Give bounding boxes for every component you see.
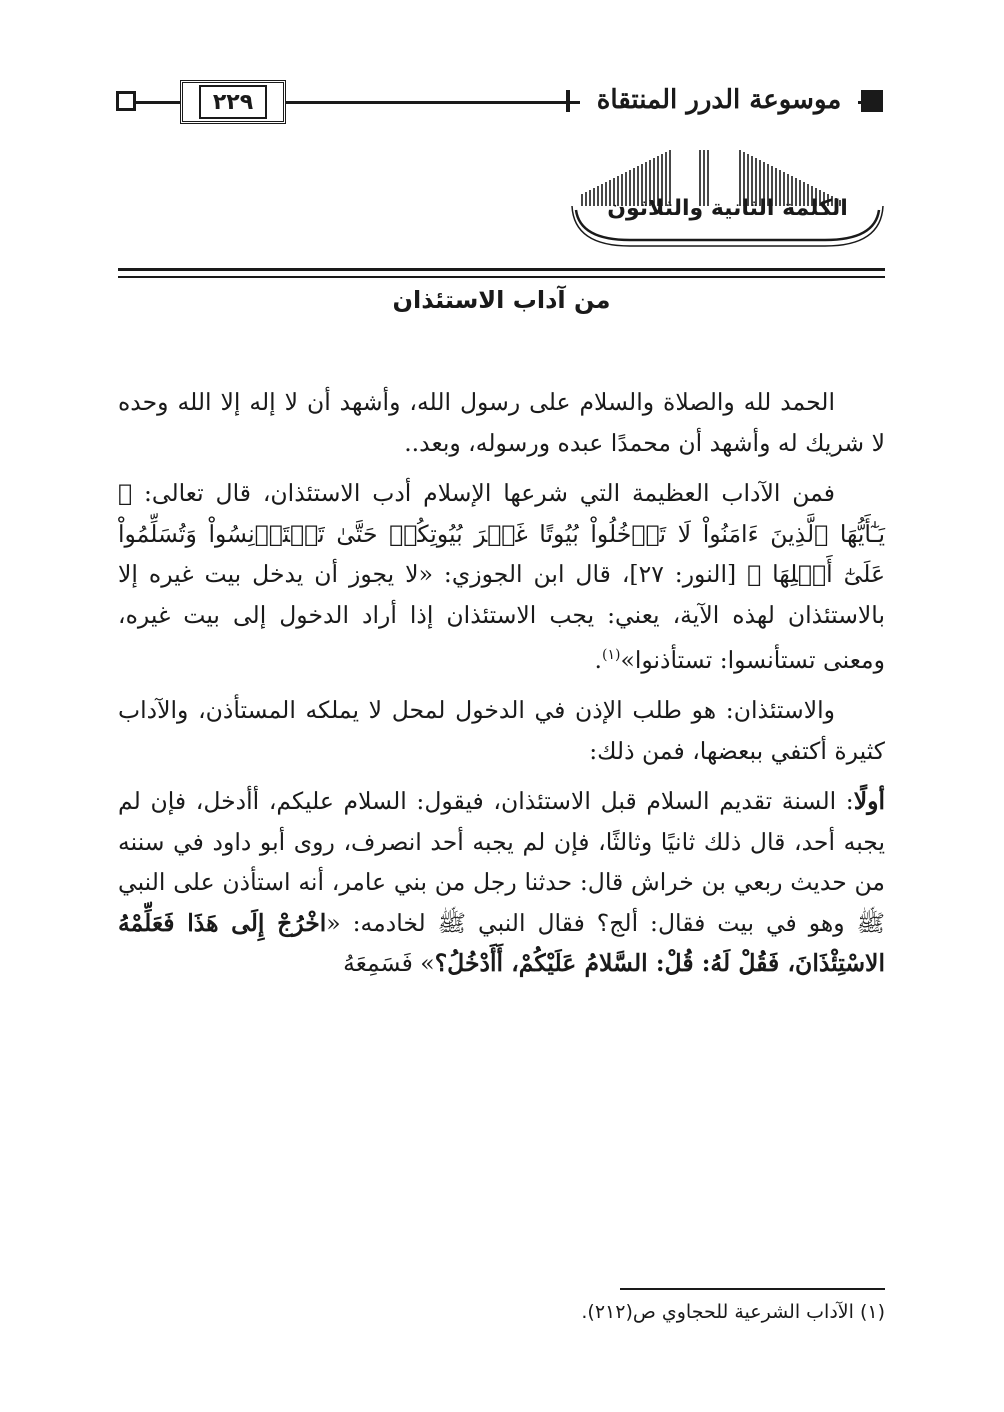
paragraph [118,781,885,984]
footnote-separator [620,1288,885,1290]
paragraph-text: : السنة تقديم السلام قبل الاستئذان، فيقول: السلام عليكم، أأدخل، فإن لم يجبه أحد، قال ذلك ثانيًا وثالثًا، فإن لم يجبه أحد انصرف، روى أبو داود في سننه من حديث ربعي بن خراش قال: حدثنا رجل من بني عامر، أنه استأذن على النبي ﷺ وهو في بيت فقال: ألج؟ فقال النبي ﷺ لخادمه: « [118,787,885,937]
paragraph-text: » فَسَمِعَهُ [343,949,435,978]
header-tick-ornament [566,90,570,112]
header-square-ornament-left [116,91,136,111]
header-double-rule [118,268,885,271]
footnote-reference[interactable]: (١) [601,647,621,663]
chapter-title: الكلمة الثانية والثلاثون [607,196,848,221]
hadith-quote: اخْرُجْ إِلَى هَذَا فَعَلِّمْهُ الاسْتِئْذَانَ، فَقُلْ لَهُ: قُلْ: السَّلامُ عَلَيْكُمْ، أَأَدْخُلُ؟ [118,908,885,978]
paragraph-label: أولًا [853,787,885,816]
paragraph-text: فمن الآداب العظيمة التي شرعها الإسلام أدب الاستئذان، قال تعالى: ﴿ يَـٰٓأَيُّهَا ٱلَّذِينَ ءَامَنُواْ لَا تَدۡخُلُواْ بُيُوتًا غَيۡرَ بُيُوتِكُمۡ حَتَّىٰ تَسۡتَأۡنِسُواْ وَتُسَلِّمُواْ عَلَىٰٓ أَهۡلِهَا ﴾ [النور: ٢٧]، قال ابن الجوزي: «لا يجوز أن يدخل بيت غيره إلا بالاستئذان لهذه الآية، يعني: يجب الاستئذان إذا أراد الدخول إلى بيت غيره، ومعنى تستأنسوا: تستأذنوا» [118,479,885,674]
paragraph [118,382,885,463]
paragraph-text: . [594,645,602,674]
footnote: (١) الآداب الشرعية للحجاوي ص(٢١٢). [581,1301,885,1323]
paragraph-text: والاستئذان: هو طلب الإذن في الدخول لمحل لا يملكه المستأذن، والآداب كثيرة أكتفي ببعضها، فمن ذلك: [118,696,885,765]
page-number-frame [180,80,286,124]
page-number: ٢٢٩ [199,85,267,119]
header-double-rule [118,276,885,278]
paragraph-text: الحمد لله والصلاة والسلام على رسول الله، وأشهد أن لا إله إلا الله وحده لا شريك له وأشهد أن محمدًا عبده ورسوله، وبعد.. [118,388,885,457]
series-title: موسوعة الدرر المنتقاة [580,78,858,122]
section-title: من آداب الاستئذان [392,286,611,314]
paragraph [118,690,885,771]
header-square-ornament-right [861,90,883,112]
paragraph [118,473,885,680]
article-body [118,382,885,994]
